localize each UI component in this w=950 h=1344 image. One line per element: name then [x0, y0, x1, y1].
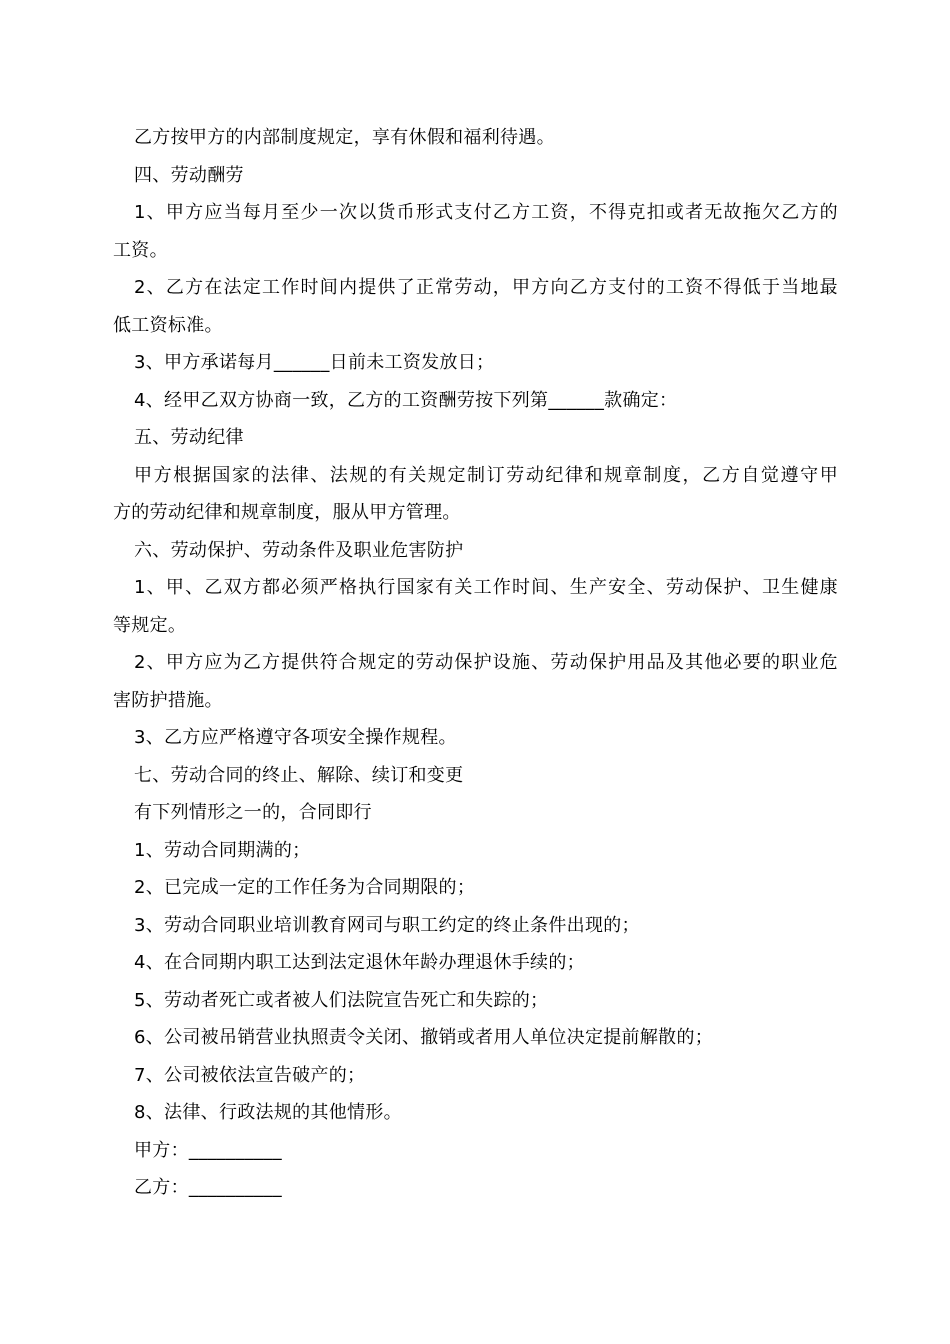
- paragraph-discipline-line-2: 方的劳动纪律和规章制度，服从甲方管理。: [113, 502, 461, 523]
- paragraph-discipline-line-1: 甲方根据国家的法律、法规的有关规定制订劳动纪律和规章制度，乙方自觉遵守甲: [134, 464, 838, 486]
- clause-wage-payment-line-2: 工资。: [113, 239, 168, 261]
- list-item-termination-5: 5、劳动者死亡或者被人们法院宣告死亡和失踪的；: [134, 989, 549, 1011]
- section-heading-remuneration: 四、劳动酬劳: [134, 164, 244, 186]
- clause-minimum-wage-line-1: 2、乙方在法定工作时间内提供了正常劳动，甲方向乙方支付的工资不得低于当地最: [134, 277, 838, 298]
- list-item-termination-1: 1、劳动合同期满的；: [134, 839, 311, 861]
- signature-party-b: 乙方：__________: [134, 1177, 282, 1198]
- signature-party-a: 甲方：__________: [134, 1139, 282, 1161]
- paragraph-termination-intro: 有下列情形之一的，合同即行: [134, 802, 372, 823]
- list-item-termination-3: 3、劳动合同职业培训教育网司与职工约定的终止条件出现的；: [134, 914, 640, 936]
- list-item-termination-7: 7、公司被依法宣告破产的；: [134, 1064, 366, 1086]
- clause-safety-rules-line-1: 1、甲、乙双方都必须严格执行国家有关工作时间、生产安全、劳动保护、卫生健康: [134, 577, 838, 598]
- clause-protective-equipment-line-2: 害防护措施。: [113, 689, 223, 711]
- clause-protective-equipment-line-1: 2、甲方应为乙方提供符合规定的劳动保护设施、劳动保护用品及其他必要的职业危: [134, 652, 838, 673]
- clause-safety-rules-line-2: 等规定。: [113, 614, 187, 636]
- list-item-termination-2: 2、已完成一定的工作任务为合同期限的；: [134, 877, 476, 898]
- list-item-termination-4: 4、在合同期内职工达到法定退休年龄办理退休手续的；: [134, 952, 585, 973]
- document-body: [113, 119, 838, 1207]
- clause-operating-procedures: 3、乙方应严格遵守各项安全操作规程。: [134, 727, 457, 748]
- list-item-termination-6: 6、公司被吊销营业执照责令关闭、撤销或者用人单位决定提前解散的；: [134, 1027, 714, 1048]
- clause-pay-method: 4、经甲乙双方协商一致，乙方的工资酬劳按下列第______款确定：: [134, 389, 678, 411]
- list-item-termination-8: 8、法律、行政法规的其他情形。: [134, 1102, 402, 1123]
- clause-minimum-wage-line-2: 低工资标准。: [113, 314, 223, 336]
- paragraph-leave-benefits: 乙方按甲方的内部制度规定，享有休假和福利待遇。: [134, 127, 555, 148]
- clause-wage-payment-line-1: 1、甲方应当每月至少一次以货币形式支付乙方工资，不得克扣或者无故拖欠乙方的: [134, 202, 838, 223]
- section-heading-termination: 七、劳动合同的终止、解除、续订和变更: [134, 764, 464, 786]
- section-heading-protection: 六、劳动保护、劳动条件及职业危害防护: [134, 539, 464, 561]
- clause-pay-day: 3、甲方承诺每月______日前未工资发放日；: [134, 352, 495, 373]
- section-heading-discipline: 五、劳动纪律: [134, 427, 244, 448]
